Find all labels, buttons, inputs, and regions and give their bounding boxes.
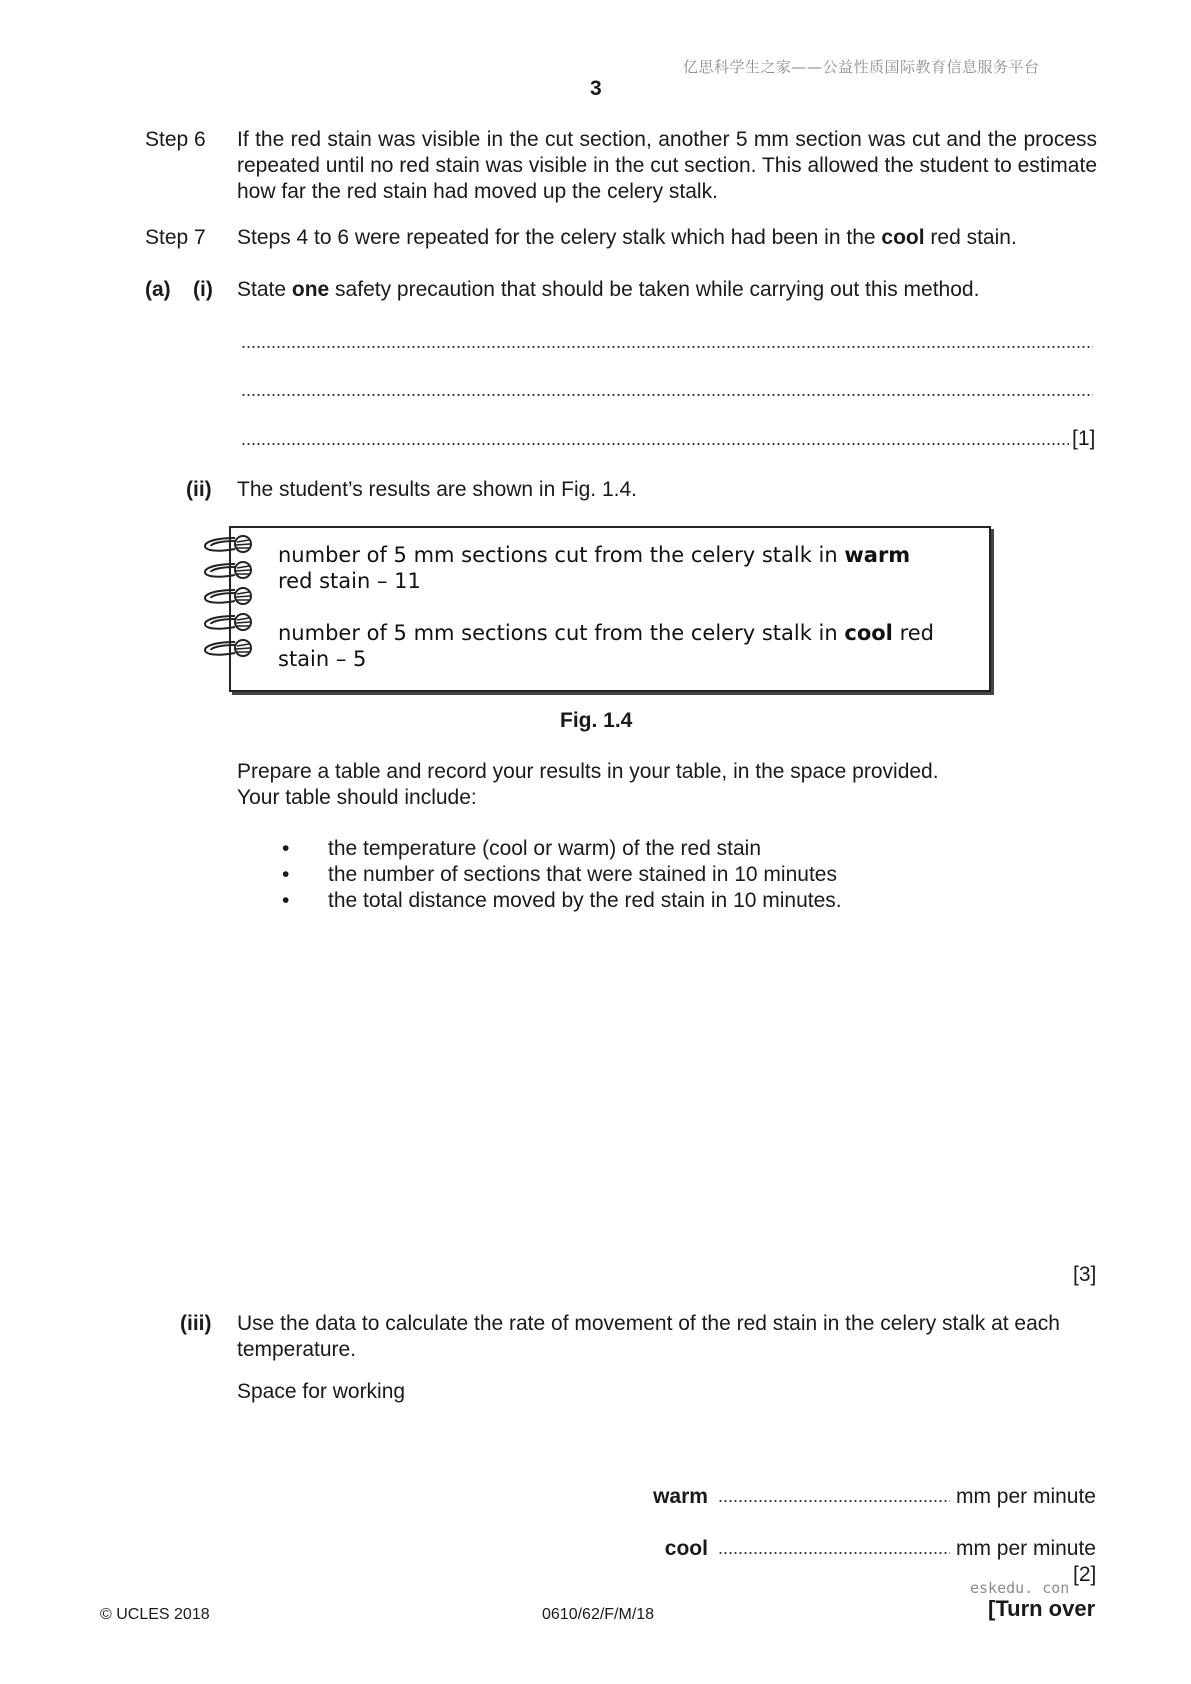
step7-text: Steps 4 to 6 were repeated for the celery stalk which had been in the cool red stain. (237, 226, 1017, 249)
notebook-figure (229, 526, 991, 692)
page-number: 3 (590, 77, 602, 100)
notebook-line-cool: number of 5 mm sections cut from the celery stalk in cool red stain – 5 (278, 621, 934, 671)
cool-label: cool (664, 1537, 708, 1560)
question-a-ii-label: (ii) (186, 478, 212, 501)
warm-answer-line[interactable] (653, 1484, 1096, 1510)
cool-answer-field[interactable] (718, 1551, 950, 1555)
mark-a-iii: [2] (1073, 1563, 1097, 1586)
answer-line-2[interactable] (241, 393, 1093, 397)
warm-label: warm (653, 1485, 708, 1508)
warm-answer-field[interactable] (718, 1499, 950, 1503)
step7-label: Step 7 (145, 226, 206, 249)
copyright: © UCLES 2018 (100, 1606, 210, 1623)
mark-a-ii: [3] (1073, 1263, 1097, 1286)
spiral-binding-icon (201, 534, 263, 684)
brand-watermark: eskedu. con (970, 1579, 1070, 1597)
answer-line-3[interactable] (241, 442, 1069, 446)
cool-answer-line[interactable] (665, 1536, 1096, 1562)
prepare-include: Your table should include: (237, 786, 477, 809)
step6-label: Step 6 (145, 128, 206, 151)
mark-a-i: [1] (1072, 427, 1096, 450)
working-space-label: Space for working (237, 1380, 406, 1403)
question-a-i-label: (i) (193, 278, 213, 301)
question-a-ii-text: The student’s results are shown in Fig. 1.4. (237, 478, 637, 501)
table-answer-space[interactable] (237, 930, 1097, 1250)
warm-unit: mm per minute (955, 1485, 1096, 1508)
question-a-iii-label: (iii) (180, 1312, 212, 1335)
notebook-line-warm: number of 5 mm sections cut from the celery stalk in warm red stain – 11 (278, 543, 911, 593)
question-a-iii-text: Use the data to calculate the rate of movement of the red stain in the celery stalk at each temperature. (237, 1312, 1060, 1361)
question-a-label: (a) (145, 278, 171, 301)
step6-text: If the red stain was visible in the cut section, another 5 mm section was cut and the process repeated until no red stain was visible in the cut section. This allowed the student to estimate how far the red stain had moved up the celery stalk. (237, 128, 1097, 203)
answer-line-1[interactable] (241, 345, 1093, 349)
question-a-i-text: State one safety precaution that should be taken while carrying out this method. (237, 278, 980, 301)
turn-over: [Turn over (988, 1596, 1096, 1621)
figure-caption: Fig. 1.4 (560, 709, 633, 732)
paper-code: 0610/62/F/M/18 (542, 1606, 655, 1623)
prepare-instruction: Prepare a table and record your results in your table, in the space provided. (237, 760, 939, 783)
cool-unit: mm per minute (955, 1537, 1096, 1560)
watermark-text: 亿思科学生之家——公益性质国际教育信息服务平台 (683, 58, 1040, 76)
